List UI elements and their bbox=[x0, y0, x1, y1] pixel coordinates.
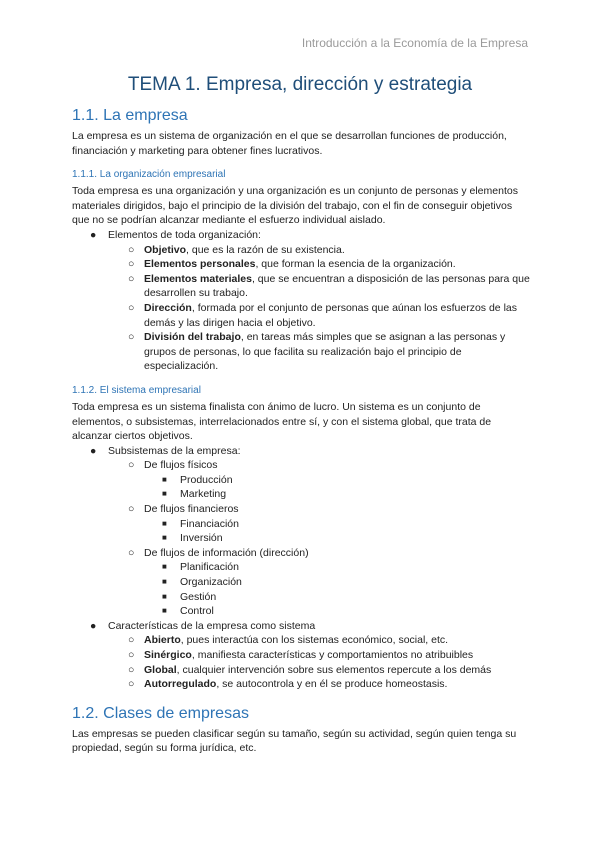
page-title: TEMA 1. Empresa, dirección y estrategia bbox=[127, 74, 473, 95]
organization-list bbox=[72, 228, 532, 374]
list-item: ○ Objetivo, que es la razón de su existencia. bbox=[128, 243, 345, 256]
circle-marker: ○ bbox=[128, 301, 135, 314]
list-item: ○ De flujos de información (dirección) bbox=[128, 546, 309, 559]
square-marker: ■ bbox=[162, 562, 167, 572]
running-header: Introducción a la Economía de la Empresa bbox=[301, 36, 528, 50]
circle-marker: ○ bbox=[128, 634, 135, 647]
section-1-2-intro: Las empresas se pueden clasificar según su tamaño, según su actividad, según quien tenga su propiedad, según su forma jurídica, etc. bbox=[72, 727, 517, 755]
circle-marker: ○ bbox=[128, 663, 135, 676]
circle-marker: ○ bbox=[128, 503, 135, 516]
list-item: ■ Inversión bbox=[162, 532, 223, 545]
section-heading-1-2: 1.2. Clases de empresas bbox=[72, 704, 249, 722]
square-marker: ■ bbox=[162, 518, 167, 528]
list-item: ■ Organización bbox=[162, 576, 242, 589]
section-1-1-intro: La empresa es un sistema de organización en el que se desarrollan funciones de producción, financiación y marketing para obtener fines lucrativos. bbox=[72, 130, 507, 157]
circle-marker: ○ bbox=[128, 649, 135, 661]
square-marker: ■ bbox=[162, 489, 167, 499]
list-item: ○ División del trabajo, en tareas más simples que se asignan a las personas y grupos de personas, lo que facilita su realización bajo el principio de especialización. bbox=[128, 331, 506, 373]
list-item: ■ Planificación bbox=[162, 561, 239, 574]
circle-marker: ○ bbox=[128, 331, 135, 344]
list-item: ○ Elementos materiales, que se encuentran a disposición de las personas para que desarrollen su trabajo. bbox=[128, 272, 530, 300]
list-item: ● Subsistemas de la empresa: bbox=[90, 444, 241, 457]
list-item: ○ Abierto, pues interactúa con los sistemas económico, social, etc. bbox=[128, 634, 449, 647]
list-item: ○ Dirección, formada por el conjunto de personas que aúnan los esfuerzos de las demás y las dirigen hacia el objetivo. bbox=[128, 301, 517, 329]
square-marker: ■ bbox=[162, 533, 167, 543]
list-item: ● Características de la empresa como sistema bbox=[90, 619, 316, 632]
list-item: ○ Elementos personales, que forman la esencia de la organización. bbox=[128, 258, 456, 271]
circle-marker: ○ bbox=[128, 243, 135, 256]
list-item: ■ Marketing bbox=[162, 488, 227, 501]
circle-marker: ○ bbox=[128, 678, 135, 691]
circle-marker: ○ bbox=[128, 459, 135, 472]
square-marker: ■ bbox=[162, 591, 167, 601]
subsection-heading-1-1-2: 1.1.2. El sistema empresarial bbox=[72, 384, 201, 396]
document-body bbox=[72, 106, 532, 756]
list-item: ■ Producción bbox=[162, 473, 233, 486]
list-item: ■ Financiación bbox=[162, 517, 239, 530]
list-item: ■ Control bbox=[162, 605, 214, 618]
square-marker: ■ bbox=[162, 606, 167, 616]
list-item: ○ Autorregulado, se autocontrola y en él se produce homeostasis. bbox=[128, 678, 448, 691]
list-item: ● Elementos de toda organización: bbox=[90, 228, 261, 241]
subsection-heading-1-1-1: 1.1.1. La organización empresarial bbox=[72, 169, 226, 181]
list-item: ○ Global, cualquier intervención sobre sus elementos repercute a los demás bbox=[128, 663, 492, 676]
bullet-marker: ● bbox=[90, 444, 97, 457]
square-marker: ■ bbox=[162, 474, 167, 484]
circle-marker: ○ bbox=[128, 546, 135, 559]
list-item: ■ Gestión bbox=[162, 590, 217, 603]
list-item: ○ De flujos financieros bbox=[128, 503, 239, 516]
section-heading-1-1: 1.1. La empresa bbox=[72, 107, 188, 124]
circle-marker: ○ bbox=[128, 258, 135, 271]
subsection-1-1-1-intro: Toda empresa es una organización y una organización es un conjunto de personas y elementos materiales dirigidos, bajo el principio de la división del trabajo, con el fin de conseguir objetivos que no se podrían alcanzar mediante el esfuerzo individual aislado. bbox=[72, 185, 518, 227]
list-item: ○ De flujos físicos bbox=[128, 459, 218, 472]
circle-marker: ○ bbox=[128, 272, 135, 285]
system-list bbox=[72, 444, 532, 692]
subsection-1-1-2-intro: Toda empresa es un sistema finalista con ánimo de lucro. Un sistema es un conjunto de elementos, o subsistemas, interrelacionados entre sí, y con el sistema global, que trata de alcanzar ciertos objetivos. bbox=[72, 400, 492, 443]
square-marker: ■ bbox=[162, 577, 167, 587]
list-item: ○ Sinérgico, manifiesta características y comportamientos no atribuibles bbox=[128, 649, 474, 661]
bullet-marker: ● bbox=[90, 619, 97, 632]
bullet-marker: ● bbox=[90, 228, 97, 241]
